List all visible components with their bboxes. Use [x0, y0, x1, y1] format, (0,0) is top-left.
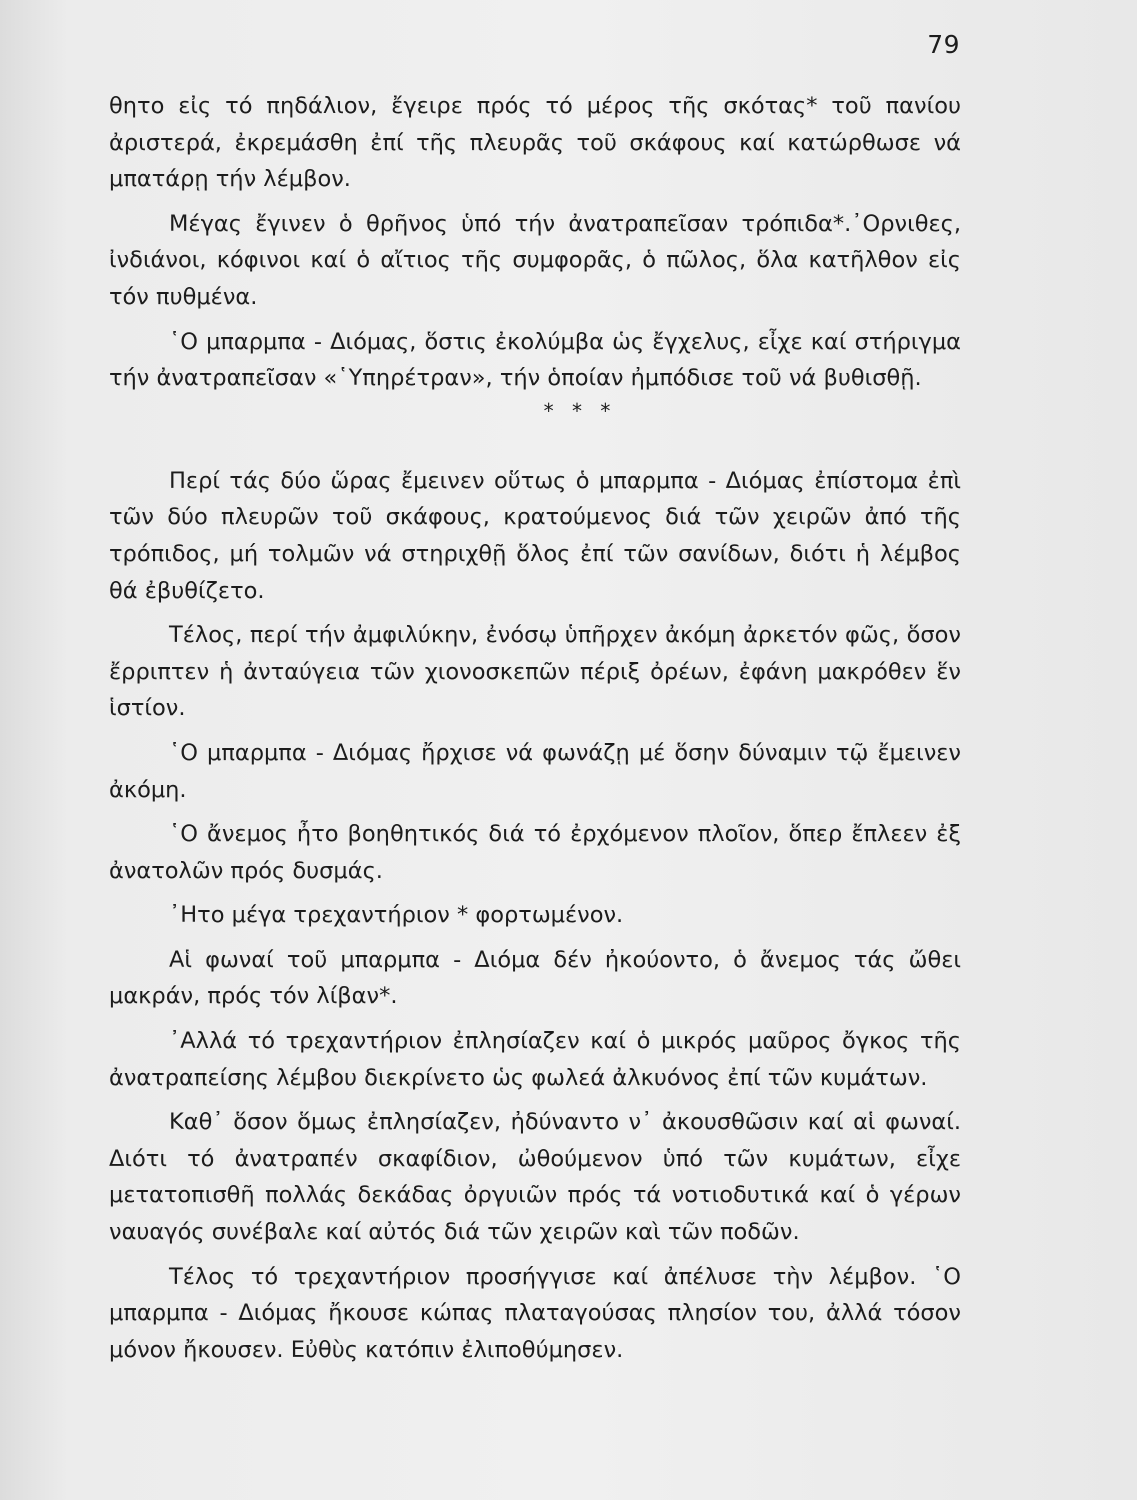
paragraph-8: ᾿Ητο μέγα τρεχαντήριον * φορτωμένον.	[169, 902, 624, 929]
section-separator: * * *	[543, 398, 617, 423]
paragraph-10: ᾿Αλλά τό τρεχαντήριον ἐπλησίαζεν καί ὁ μικρός μαῦρος ὄγκος τῆς ἀνατραπείσης λέμβου διεκρίνετο ὡς φωλεά ἀλκυόνος ἐπί τῶν κυμάτων.	[109, 1028, 961, 1091]
paragraph-12: Τέλος τό τρεχαντήριον προσήγγισε καί ἀπέλυσε τὴν λέμβον. ῾Ο μπαρμπα - Διόμας ἤκουσε κώπας πλαταγούσας πλησίον του, ἀλλά τόσον μόνον ἤκουσεν. Εὐθὺς κατόπιν ἐλιποθύμησεν.	[109, 1263, 961, 1363]
page-number: 79	[927, 30, 960, 59]
paragraph-6: ῾Ο μπαρμπα - Διόμας ἤρχισε νά φωνάζῃ μέ ὅσην δύναμιν τῷ ἔμεινεν ἀκόμη.	[109, 739, 961, 803]
paragraph-7: ῾Ο ἄνεμος ἦτο βοηθητικός διά τό ἐρχόμενον πλοῖον, ὅπερ ἔπλεεν ἐξ ἀνατολῶν πρός δυσμάς.	[109, 821, 961, 884]
paragraph-1: θητο εἰς τό πηδάλιον, ἔγειρε πρός τό μέρος τῆς σκότας* τοῦ πανίου ἀριστερά, ἐκρεμάσθη ἐπί τῆς πλευρᾶς τοῦ σκάφους καί κατώρθωσε νά μπατάρῃ τήν λέμβον.	[109, 93, 961, 193]
paragraph-4: Περί τάς δύο ὥρας ἔμεινεν οὕτως ὁ μπαρμπα - Διόμας ἐπίστομα ἐπὶ τῶν δύο πλευρῶν τοῦ σκάφους, κρατούμενος διά τῶν χειρῶν ἀπό τῆς τρόπιδος, μή τολμῶν νά στηριχθῇ ὅλος ἐπί τῶν σανίδων, διότι ἡ λέμβος θά ἐβυθίζετο.	[109, 467, 961, 604]
body-text	[109, 88, 961, 1368]
paragraph-3: ῾Ο μπαρμπα - Διόμας, ὅστις ἐκολύμβα ὡς ἔγχελυς, εἶχε καί στήριγμα τήν ἀνατραπεῖσαν «῾Υπηρέτραν», τήν ὁποίαν ἠμπόδισε τοῦ νά βυθισθῇ.	[109, 328, 961, 392]
paragraph-9: Αἱ φωναί τοῦ μπαρμπα - Διόμα δέν ἠκούοντο, ὁ ἄνεμος τάς ὤθει μακράν, πρός τόν λίβαν*.	[109, 946, 961, 1010]
paragraph-5: Τέλος, περί τήν ἀμφιλύκην, ἐνόσῳ ὑπῆρχεν ἀκόμη ἀρκετόν φῶς, ὅσον ἔρριπτεν ἡ ἀνταύγεια τῶν χιονοσκεπῶν πέριξ ὀρέων, ἐφάνη μακρόθεν ἕν ἱστίον.	[109, 622, 961, 722]
paragraph-2: Μέγας ἔγινεν ὁ θρῆνος ὑπό τήν ἀνατραπεῖσαν τρόπιδα*.᾿Ορνιθες, ἰνδιάνοι, κόφινοι καί ὁ αἴτιος τῆς συμφορᾶς, ὁ πῶλος, ὅλα κατῆλθον εἰς τόν πυθμένα.	[109, 210, 961, 310]
paragraph-11: Καθ᾿ ὅσον ὅμως ἐπλησίαζεν, ἠδύναντο ν᾿ ἀκουσθῶσιν καί αἱ φωναί. Διότι τό ἀνατραπέν σκαφίδιον, ὠθούμενον ὑπό τῶν κυμάτων, εἶχε μετατοπισθῆ πολλάς δεκάδας ὀργυιῶν πρός τά νοτιοδυτικά καί ὁ γέρων ναυαγός συνέβαλε καί αὐτός διά τῶν χειρῶν καὶ τῶν ποδῶν.	[109, 1109, 961, 1246]
